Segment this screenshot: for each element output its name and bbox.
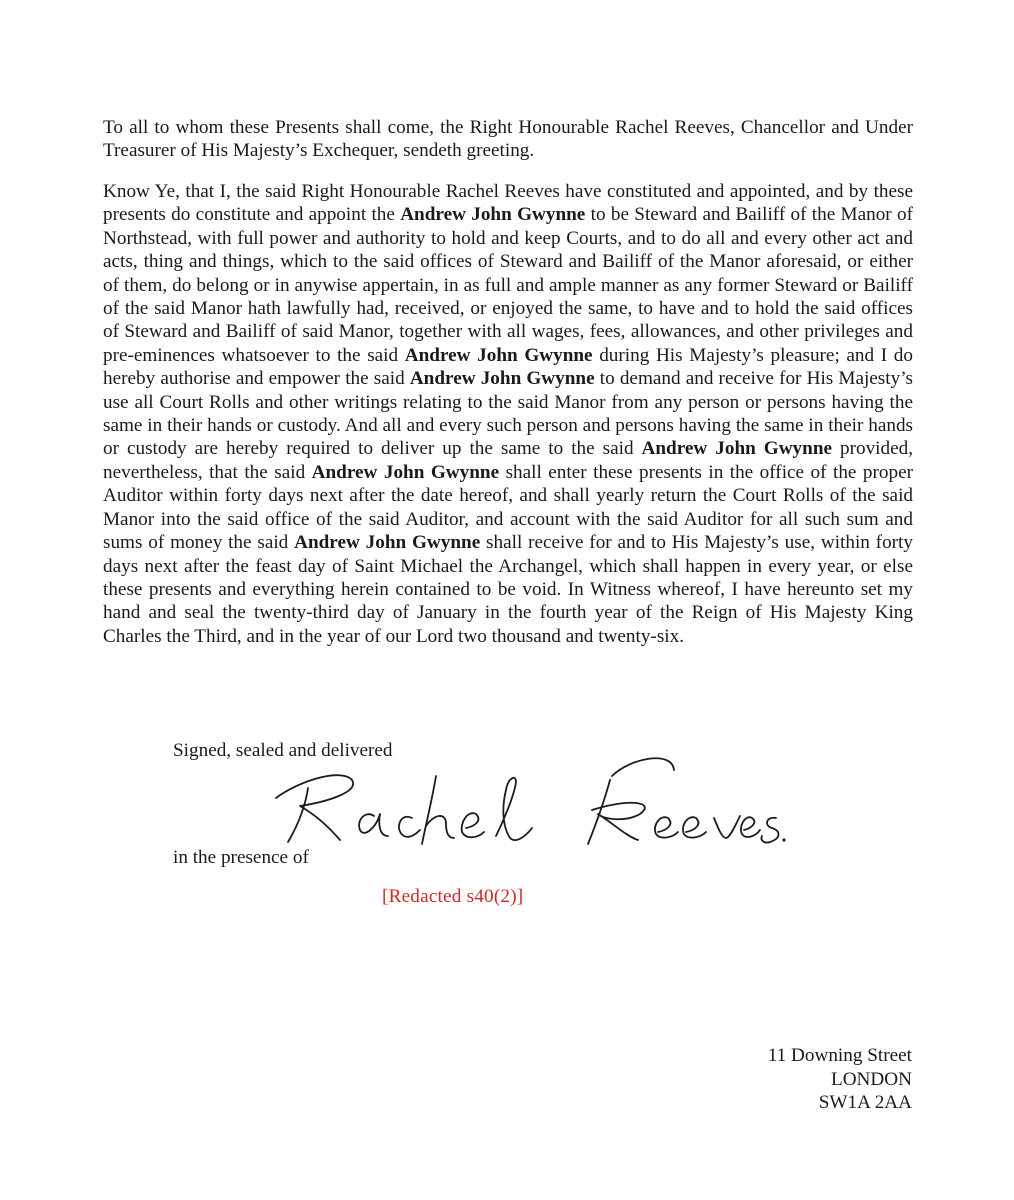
appointee-name: Andrew John Gwynne xyxy=(641,438,833,460)
body-segment: to demand and receive for His Majesty’s use all Court Rolls and other writings relating to the said Manor from any person or persons having the same in their hands or custody. And all and every such person and persons having the same in their hands or custody are hereby required to deliver up the same to the said xyxy=(103,368,913,460)
address-city: LONDON xyxy=(830,1068,912,1090)
address-postcode: SW1A 2AA xyxy=(818,1092,912,1113)
appointee-name: Andrew John Gwynne xyxy=(409,368,595,390)
appointee-name: Andrew John Gwynne xyxy=(311,461,500,483)
address-block xyxy=(700,1044,912,1115)
presence-label: in the presence of xyxy=(173,847,309,868)
handwritten-signature xyxy=(270,740,790,850)
appointment-paragraph xyxy=(103,180,913,648)
greeting-paragraph: To all to whom these Presents shall come, the Right Honourable Rachel Reeves, Chancellor and Under Treasurer of His Majesty’s Exchequer, sendeth greeting. xyxy=(103,117,913,162)
appointee-name: Andrew John Gwynne xyxy=(400,204,586,226)
body-segment: provided, nevertheless, that the said xyxy=(103,438,914,483)
body-segment: Know Ye, that I, the said Right Honourable Rachel Reeves have constituted and appointed, and by these presents do constitute and appoint the xyxy=(103,181,913,226)
signed-sealed-label: Signed, sealed and delivered xyxy=(173,740,393,761)
body-segment: to be Steward and Bailiff of the Manor of Northstead, with full power and authority to hold and keep Courts, and to do all and every other act and acts, thing and things, which to the said offices of Steward and Bailiff of the Manor aforesaid, or either of them, do belong or in anywise appertain, in as full and ample manner as any former Steward or Bailiff of the said Manor hath lawfully had, received, or enjoyed the same, to have and to hold the said offices of Steward and Bailiff of said Manor, together with all wages, fees, allowances, and other privileges and pre-eminences whatsoever to the said xyxy=(103,204,913,366)
body-segment: shall enter these presents in the office of the proper Auditor within forty days next after the date hereof, and shall yearly return the Court Rolls of the said Manor into the said office of the said Auditor, and account with the said Auditor for all such sum and sums of money the said xyxy=(103,461,913,554)
redaction-note: [Redacted s40(2)] xyxy=(382,886,524,907)
address-street: 11 Downing Street xyxy=(767,1045,912,1066)
appointee-name: Andrew John Gwynne xyxy=(404,344,593,366)
body-segment: shall receive for and to His Majesty’s use, within forty days next after the feast day of Saint Michael the Archangel, which shall happen in every year, or else these presents and everything herein contained to be void. In Witness whereof, I have hereunto set my hand and seal the twenty-third day of January in the fourth year of the Reign of His Majesty King Charles the Third, and in the year of our Lord two thousand and twenty-six. xyxy=(103,532,913,647)
appointee-name: Andrew John Gwynne xyxy=(294,532,481,554)
body-segment: during His Majesty’s pleasure; and I do hereby authorise and empower the said xyxy=(103,344,913,390)
